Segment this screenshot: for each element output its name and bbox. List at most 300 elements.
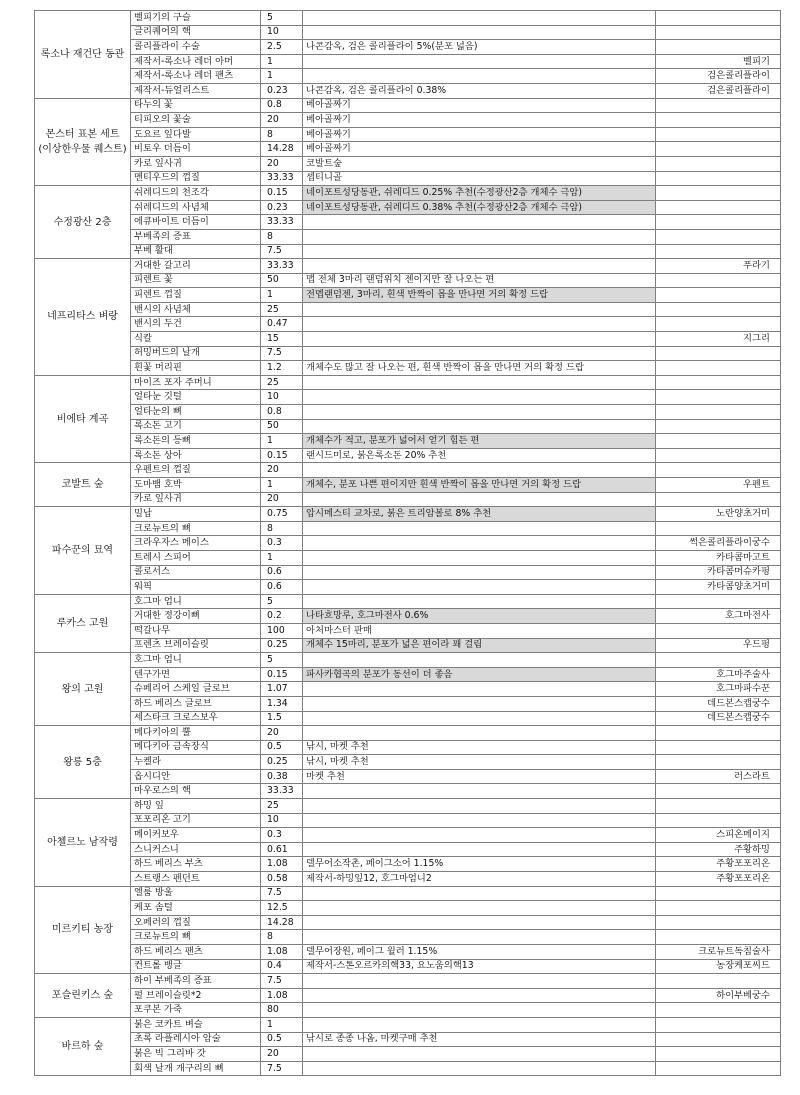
location-cell[interactable]: 코발트 숲 <box>35 463 131 507</box>
location-cell[interactable]: 몬스터 표본 세트 (이상한우물 퀘스트) <box>35 98 131 186</box>
drop-rate-cell[interactable]: 20 <box>261 726 303 741</box>
item-name-cell[interactable]: 밴시의 두건 <box>131 317 261 332</box>
note-cell[interactable]: 베아골짜기 <box>303 127 656 142</box>
monster-cell[interactable] <box>656 915 781 930</box>
monster-cell[interactable] <box>656 375 781 390</box>
drop-rate-cell[interactable]: 20 <box>261 492 303 507</box>
note-cell[interactable] <box>303 886 656 901</box>
monster-cell[interactable] <box>656 434 781 449</box>
note-cell[interactable]: 네이포트성당동관, 쉬레디드 0.25% 추천(수정광산2층 개체수 극암) <box>303 186 656 201</box>
monster-cell[interactable] <box>656 594 781 609</box>
item-name-cell[interactable]: 카로 잎사귀 <box>131 156 261 171</box>
note-cell[interactable] <box>303 69 656 84</box>
drop-rate-cell[interactable]: 1.08 <box>261 945 303 960</box>
item-name-cell[interactable]: 제작서-록소나 레더 팬츠 <box>131 69 261 84</box>
item-name-cell[interactable]: 누켈라 <box>131 755 261 770</box>
monster-cell[interactable] <box>656 156 781 171</box>
note-cell[interactable] <box>303 317 656 332</box>
drop-rate-cell[interactable]: 0.8 <box>261 98 303 113</box>
drop-rate-cell[interactable]: 7.5 <box>261 346 303 361</box>
monster-cell[interactable]: 카타콤양초거미 <box>656 580 781 595</box>
monster-cell[interactable]: 호그마주술사 <box>656 667 781 682</box>
item-name-cell[interactable]: 크라우자스 메이스 <box>131 536 261 551</box>
note-cell[interactable] <box>303 813 656 828</box>
drop-rate-cell[interactable]: 0.25 <box>261 638 303 653</box>
note-cell[interactable] <box>303 1003 656 1018</box>
drop-rate-cell[interactable]: 8 <box>261 521 303 536</box>
drop-rate-cell[interactable]: 7.5 <box>261 886 303 901</box>
monster-cell[interactable] <box>656 1003 781 1018</box>
item-name-cell[interactable]: 스니커스니 <box>131 842 261 857</box>
note-cell[interactable]: 코발트숲 <box>303 156 656 171</box>
item-name-cell[interactable]: 록소돈 상아 <box>131 448 261 463</box>
note-cell[interactable] <box>303 682 656 697</box>
location-cell[interactable]: 바르하 숲 <box>35 1017 131 1075</box>
monster-cell[interactable]: 러스라트 <box>656 769 781 784</box>
location-cell[interactable]: 파수꾼의 묘역 <box>35 507 131 595</box>
note-cell[interactable] <box>303 550 656 565</box>
drop-rate-cell[interactable]: 2.5 <box>261 40 303 55</box>
monster-cell[interactable] <box>656 229 781 244</box>
monster-cell[interactable]: 카타콤머슈카펑 <box>656 565 781 580</box>
item-name-cell[interactable]: 워픽 <box>131 580 261 595</box>
monster-cell[interactable] <box>656 171 781 186</box>
note-cell[interactable] <box>303 229 656 244</box>
drop-rate-cell[interactable]: 1 <box>261 69 303 84</box>
monster-cell[interactable] <box>656 1032 781 1047</box>
note-cell[interactable] <box>303 25 656 40</box>
monster-cell[interactable] <box>656 492 781 507</box>
item-name-cell[interactable]: 티피오의 꽃술 <box>131 113 261 128</box>
item-name-cell[interactable]: 하드 베리스 부츠 <box>131 857 261 872</box>
drop-rate-cell[interactable]: 50 <box>261 273 303 288</box>
item-name-cell[interactable]: 옵시디안 <box>131 769 261 784</box>
monster-cell[interactable] <box>656 215 781 230</box>
note-cell[interactable]: 아처마스터 판매 <box>303 623 656 638</box>
monster-cell[interactable] <box>656 142 781 157</box>
note-cell[interactable] <box>303 784 656 799</box>
drop-rate-cell[interactable]: 12.5 <box>261 901 303 916</box>
item-name-cell[interactable]: 오페러의 껍질 <box>131 915 261 930</box>
note-cell[interactable]: 파사카협곡의 분포가 동선이 더 좋음 <box>303 667 656 682</box>
item-name-cell[interactable]: 마우로스의 핵 <box>131 784 261 799</box>
item-name-cell[interactable]: 거대한 정강이뼈 <box>131 609 261 624</box>
drop-rate-cell[interactable]: 8 <box>261 930 303 945</box>
drop-rate-cell[interactable]: 20 <box>261 156 303 171</box>
monster-cell[interactable]: 썩은콜리플라이궁수 <box>656 536 781 551</box>
item-name-cell[interactable]: 록소돈 고기 <box>131 419 261 434</box>
item-name-cell[interactable]: 하드 베리스 팬츠 <box>131 945 261 960</box>
monster-cell[interactable]: 데드본스캡궁수 <box>656 711 781 726</box>
note-cell[interactable]: 델무어장원, 페이그 윌러 1.15% <box>303 945 656 960</box>
item-name-cell[interactable]: 세스타크 크로스보우 <box>131 711 261 726</box>
drop-rate-cell[interactable]: 0.15 <box>261 667 303 682</box>
item-name-cell[interactable]: 도마뱀 호박 <box>131 478 261 493</box>
item-name-cell[interactable]: 콜로서스 <box>131 565 261 580</box>
monster-cell[interactable] <box>656 886 781 901</box>
item-name-cell[interactable]: 피렌트 꽃 <box>131 273 261 288</box>
item-name-cell[interactable]: 벨피기의 구슬 <box>131 11 261 26</box>
monster-cell[interactable]: 주황포포리온 <box>656 857 781 872</box>
monster-cell[interactable] <box>656 317 781 332</box>
drop-rate-cell[interactable]: 0.15 <box>261 448 303 463</box>
drop-rate-cell[interactable]: 1.2 <box>261 361 303 376</box>
note-cell[interactable]: 전멥랜덤젠, 3마리, 흰색 반짝이 몹을 만나면 거의 확정 드랍 <box>303 288 656 303</box>
item-name-cell[interactable]: 에큐바이트 더듬이 <box>131 215 261 230</box>
note-cell[interactable]: 개체수 15마리, 분포가 넓은 편이라 꽤 걸림 <box>303 638 656 653</box>
note-cell[interactable]: 베아골짜기 <box>303 98 656 113</box>
item-name-cell[interactable]: 크로뉴트의 뼈 <box>131 521 261 536</box>
item-name-cell[interactable]: 메다키아 금속장식 <box>131 740 261 755</box>
monster-cell[interactable] <box>656 813 781 828</box>
monster-cell[interactable]: 주황포포리온 <box>656 872 781 887</box>
item-name-cell[interactable]: 글리퀘어의 핵 <box>131 25 261 40</box>
item-name-cell[interactable]: 우펜트의 껍질 <box>131 463 261 478</box>
location-cell[interactable]: 비에타 계곡 <box>35 375 131 463</box>
note-cell[interactable] <box>303 11 656 26</box>
item-name-cell[interactable]: 텐구가면 <box>131 667 261 682</box>
monster-cell[interactable] <box>656 127 781 142</box>
monster-cell[interactable]: 호그마파수꾼 <box>656 682 781 697</box>
drop-rate-cell[interactable]: 15 <box>261 332 303 347</box>
item-name-cell[interactable]: 피렌트 껍질 <box>131 288 261 303</box>
note-cell[interactable]: 제작서-하밍잎12, 호그마엄니2 <box>303 872 656 887</box>
note-cell[interactable] <box>303 244 656 259</box>
drop-rate-cell[interactable]: 33.33 <box>261 784 303 799</box>
drop-rate-cell[interactable]: 1 <box>261 434 303 449</box>
monster-cell[interactable]: 크로뉴트독침술사 <box>656 945 781 960</box>
note-cell[interactable] <box>303 390 656 405</box>
drop-rate-cell[interactable]: 33.33 <box>261 259 303 274</box>
item-name-cell[interactable]: 케포 솜털 <box>131 901 261 916</box>
item-name-cell[interactable]: 하드 베리스 글로브 <box>131 696 261 711</box>
drop-rate-cell[interactable]: 0.25 <box>261 755 303 770</box>
drop-rate-cell[interactable]: 0.4 <box>261 959 303 974</box>
note-cell[interactable] <box>303 653 656 668</box>
monster-cell[interactable] <box>656 974 781 989</box>
note-cell[interactable] <box>303 580 656 595</box>
drop-rate-cell[interactable]: 0.2 <box>261 609 303 624</box>
monster-cell[interactable]: 노란양초거미 <box>656 507 781 522</box>
monster-cell[interactable]: 스피온메이지 <box>656 828 781 843</box>
drop-rate-cell[interactable]: 5 <box>261 11 303 26</box>
monster-cell[interactable]: 호그마전사 <box>656 609 781 624</box>
item-name-cell[interactable]: 하밍 잎 <box>131 799 261 814</box>
item-name-cell[interactable]: 비토우 더듬이 <box>131 142 261 157</box>
item-name-cell[interactable]: 호그마 엄니 <box>131 594 261 609</box>
drop-rate-cell[interactable]: 5 <box>261 594 303 609</box>
drop-rate-cell[interactable]: 0.23 <box>261 83 303 98</box>
note-cell[interactable]: 개체수, 분포 나쁜 편이지만 흰색 반짝이 몹을 만나면 거의 확정 드랍 <box>303 478 656 493</box>
item-name-cell[interactable]: 스트랭스 펜던트 <box>131 872 261 887</box>
drop-rate-cell[interactable]: 0.38 <box>261 769 303 784</box>
note-cell[interactable] <box>303 726 656 741</box>
item-name-cell[interactable]: 얼타눈의 뼈 <box>131 405 261 420</box>
note-cell[interactable] <box>303 215 656 230</box>
drop-rate-cell[interactable]: 7.5 <box>261 974 303 989</box>
item-name-cell[interactable]: 호그마 엄니 <box>131 653 261 668</box>
drop-rate-cell[interactable]: 33.33 <box>261 215 303 230</box>
note-cell[interactable] <box>303 346 656 361</box>
note-cell[interactable] <box>303 799 656 814</box>
drop-rate-cell[interactable]: 0.6 <box>261 580 303 595</box>
item-name-cell[interactable]: 메다키아의 뿔 <box>131 726 261 741</box>
note-cell[interactable] <box>303 711 656 726</box>
note-cell[interactable] <box>303 521 656 536</box>
monster-cell[interactable] <box>656 186 781 201</box>
note-cell[interactable] <box>303 54 656 69</box>
item-name-cell[interactable]: 프렌츠 브레이슬릿 <box>131 638 261 653</box>
item-name-cell[interactable]: 록소돈의 등뼈 <box>131 434 261 449</box>
monster-cell[interactable]: 우펜트 <box>656 478 781 493</box>
note-cell[interactable]: 베아골짜기 <box>303 142 656 157</box>
monster-cell[interactable]: 데드본스캡궁수 <box>656 696 781 711</box>
drop-rate-cell[interactable]: 1.08 <box>261 988 303 1003</box>
monster-cell[interactable] <box>656 273 781 288</box>
item-name-cell[interactable]: 멘티우드의 껍질 <box>131 171 261 186</box>
drop-rate-cell[interactable]: 20 <box>261 1047 303 1062</box>
item-name-cell[interactable]: 얼타눈 깃털 <box>131 390 261 405</box>
drop-rate-cell[interactable]: 7.5 <box>261 244 303 259</box>
monster-cell[interactable]: 농장케포씨드 <box>656 959 781 974</box>
item-name-cell[interactable]: 제작서-록소나 레더 아머 <box>131 54 261 69</box>
drop-rate-cell[interactable]: 7.5 <box>261 1061 303 1076</box>
drop-rate-cell[interactable]: 14.28 <box>261 142 303 157</box>
location-cell[interactable]: 아첼르노 남작령 <box>35 799 131 887</box>
note-cell[interactable]: 낚시로 종종 나옴, 마켓구매 추천 <box>303 1032 656 1047</box>
monster-cell[interactable] <box>656 113 781 128</box>
item-name-cell[interactable]: 초록 라플레시아 암술 <box>131 1032 261 1047</box>
note-cell[interactable] <box>303 1047 656 1062</box>
note-cell[interactable]: 네이포트성당동관, 쉬레디드 0.38% 추천(수정광산2층 개체수 극암) <box>303 200 656 215</box>
item-name-cell[interactable]: 콜리플라이 수술 <box>131 40 261 55</box>
drop-rate-cell[interactable]: 25 <box>261 302 303 317</box>
note-cell[interactable]: 낚시, 마켓 추천 <box>303 755 656 770</box>
monster-cell[interactable] <box>656 419 781 434</box>
drop-rate-cell[interactable]: 25 <box>261 799 303 814</box>
drop-rate-cell[interactable]: 10 <box>261 25 303 40</box>
drop-rate-cell[interactable]: 1 <box>261 478 303 493</box>
note-cell[interactable] <box>303 915 656 930</box>
drop-rate-cell[interactable]: 1 <box>261 1017 303 1032</box>
drop-rate-cell[interactable]: 8 <box>261 127 303 142</box>
note-cell[interactable] <box>303 332 656 347</box>
item-name-cell[interactable]: 붉은 빅 그리바 갓 <box>131 1047 261 1062</box>
monster-cell[interactable] <box>656 244 781 259</box>
item-name-cell[interactable]: 쉬레디드의 천조각 <box>131 186 261 201</box>
note-cell[interactable]: 개체수가 적고, 분포가 넓어서 얻기 힘든 편 <box>303 434 656 449</box>
monster-cell[interactable] <box>656 11 781 26</box>
drop-rate-cell[interactable]: 0.23 <box>261 200 303 215</box>
monster-cell[interactable] <box>656 288 781 303</box>
monster-cell[interactable]: 벨피기 <box>656 54 781 69</box>
monster-cell[interactable]: 주황하밍 <box>656 842 781 857</box>
monster-cell[interactable] <box>656 390 781 405</box>
note-cell[interactable] <box>303 828 656 843</box>
item-name-cell[interactable]: 포포리온 고기 <box>131 813 261 828</box>
drop-rate-cell[interactable]: 0.5 <box>261 1032 303 1047</box>
monster-cell[interactable] <box>656 623 781 638</box>
note-cell[interactable]: 베아골짜기 <box>303 113 656 128</box>
item-name-cell[interactable]: 쉬레디드의 사념체 <box>131 200 261 215</box>
location-cell[interactable]: 수정광산 2층 <box>35 186 131 259</box>
drop-rate-cell[interactable]: 0.15 <box>261 186 303 201</box>
drop-rate-cell[interactable]: 1 <box>261 550 303 565</box>
monster-cell[interactable] <box>656 930 781 945</box>
location-cell[interactable]: 미르키티 농장 <box>35 886 131 974</box>
item-name-cell[interactable]: 허밍버드의 날개 <box>131 346 261 361</box>
note-cell[interactable] <box>303 1061 656 1076</box>
monster-cell[interactable]: 검은콜리플라이 <box>656 69 781 84</box>
note-cell[interactable]: 나타흐망루, 호그마전사 0.6% <box>303 609 656 624</box>
note-cell[interactable] <box>303 405 656 420</box>
drop-rate-cell[interactable]: 1.08 <box>261 857 303 872</box>
monster-cell[interactable]: 지그리 <box>656 332 781 347</box>
item-name-cell[interactable]: 회색 날개 개구리의 뼈 <box>131 1061 261 1076</box>
note-cell[interactable] <box>303 419 656 434</box>
monster-cell[interactable] <box>656 1061 781 1076</box>
item-name-cell[interactable]: 타누의 꽃 <box>131 98 261 113</box>
item-name-cell[interactable]: 붉은 코카트 벼슬 <box>131 1017 261 1032</box>
monster-cell[interactable] <box>656 200 781 215</box>
item-name-cell[interactable]: 떡갈나무 <box>131 623 261 638</box>
monster-cell[interactable] <box>656 25 781 40</box>
note-cell[interactable]: 압시메스티 교차로, 붉은 트리암볼로 8% 추천 <box>303 507 656 522</box>
note-cell[interactable]: 나콘감옥, 검은 콜리플라이 0.38% <box>303 83 656 98</box>
drop-rate-cell[interactable]: 20 <box>261 113 303 128</box>
monster-cell[interactable] <box>656 40 781 55</box>
item-name-cell[interactable]: 메이커보우 <box>131 828 261 843</box>
drop-rate-cell[interactable]: 25 <box>261 375 303 390</box>
location-cell[interactable]: 왕릉 5층 <box>35 726 131 799</box>
drop-rate-cell[interactable]: 1 <box>261 288 303 303</box>
drop-rate-cell[interactable]: 1.07 <box>261 682 303 697</box>
note-cell[interactable]: 개체수도 많고 잘 나오는 편, 흰색 반짝이 몹을 만나면 거의 확정 드랍 <box>303 361 656 376</box>
monster-cell[interactable]: 푸라기 <box>656 259 781 274</box>
drop-rate-cell[interactable]: 33.33 <box>261 171 303 186</box>
location-cell[interactable]: 네프리타스 벼랑 <box>35 259 131 376</box>
note-cell[interactable] <box>303 375 656 390</box>
note-cell[interactable] <box>303 930 656 945</box>
item-name-cell[interactable]: 트레시 스피어 <box>131 550 261 565</box>
location-cell[interactable]: 루카스 고원 <box>35 594 131 652</box>
note-cell[interactable]: 낚시, 마켓 추천 <box>303 740 656 755</box>
drop-rate-cell[interactable]: 0.8 <box>261 405 303 420</box>
monster-cell[interactable] <box>656 653 781 668</box>
monster-cell[interactable] <box>656 405 781 420</box>
item-name-cell[interactable]: 포쿠본 가죽 <box>131 1003 261 1018</box>
monster-cell[interactable] <box>656 302 781 317</box>
monster-cell[interactable] <box>656 784 781 799</box>
note-cell[interactable] <box>303 463 656 478</box>
drop-rate-cell[interactable]: 80 <box>261 1003 303 1018</box>
note-cell[interactable] <box>303 696 656 711</box>
note-cell[interactable] <box>303 259 656 274</box>
note-cell[interactable]: 셉티니골 <box>303 171 656 186</box>
monster-cell[interactable] <box>656 755 781 770</box>
monster-cell[interactable]: 하이부베궁수 <box>656 988 781 1003</box>
item-name-cell[interactable]: 하이 부베족의 증표 <box>131 974 261 989</box>
monster-cell[interactable] <box>656 740 781 755</box>
item-name-cell[interactable]: 엘룸 방울 <box>131 886 261 901</box>
item-name-cell[interactable]: 제작서-듀얼리스트 <box>131 83 261 98</box>
location-cell[interactable]: 록소나 재건단 동관 <box>35 11 131 99</box>
monster-cell[interactable] <box>656 98 781 113</box>
monster-cell[interactable]: 카타콤마고트 <box>656 550 781 565</box>
item-name-cell[interactable]: 식칼 <box>131 332 261 347</box>
monster-cell[interactable]: 검은콜리플라이 <box>656 83 781 98</box>
monster-cell[interactable] <box>656 799 781 814</box>
location-cell[interactable]: 왕의 고원 <box>35 653 131 726</box>
note-cell[interactable] <box>303 302 656 317</box>
monster-cell[interactable] <box>656 448 781 463</box>
monster-cell[interactable] <box>656 463 781 478</box>
drop-rate-cell[interactable]: 1.5 <box>261 711 303 726</box>
monster-cell[interactable] <box>656 346 781 361</box>
monster-cell[interactable] <box>656 361 781 376</box>
drop-rate-cell[interactable]: 0.61 <box>261 842 303 857</box>
item-name-cell[interactable]: 흰꽃 머리핀 <box>131 361 261 376</box>
item-name-cell[interactable]: 도요르 잎다발 <box>131 127 261 142</box>
drop-rate-cell[interactable]: 0.3 <box>261 536 303 551</box>
monster-cell[interactable] <box>656 1017 781 1032</box>
item-name-cell[interactable]: 거대한 갈고리 <box>131 259 261 274</box>
drop-rate-cell[interactable]: 10 <box>261 390 303 405</box>
item-name-cell[interactable]: 카로 잎사귀 <box>131 492 261 507</box>
item-name-cell[interactable]: 펄 브레이슬릿*2 <box>131 988 261 1003</box>
drop-rate-cell[interactable]: 0.58 <box>261 872 303 887</box>
item-name-cell[interactable]: 밴시의 사념체 <box>131 302 261 317</box>
drop-rate-cell[interactable]: 0.3 <box>261 828 303 843</box>
note-cell[interactable]: 제작서-스톤오르카의핵33, 요노움의핵13 <box>303 959 656 974</box>
note-cell[interactable] <box>303 565 656 580</box>
monster-cell[interactable] <box>656 1047 781 1062</box>
drop-rate-cell[interactable]: 0.6 <box>261 565 303 580</box>
note-cell[interactable] <box>303 901 656 916</box>
item-name-cell[interactable]: 크로뉴트의 뼈 <box>131 930 261 945</box>
item-name-cell[interactable]: 부베족의 증표 <box>131 229 261 244</box>
monster-cell[interactable] <box>656 726 781 741</box>
drop-rate-cell[interactable]: 50 <box>261 419 303 434</box>
drop-rate-cell[interactable]: 14.28 <box>261 915 303 930</box>
item-name-cell[interactable]: 슈페리어 스케일 글로브 <box>131 682 261 697</box>
drop-rate-cell[interactable]: 1 <box>261 54 303 69</box>
item-name-cell[interactable]: 컨트롤 뱅글 <box>131 959 261 974</box>
item-name-cell[interactable]: 마이즈 포자 주머니 <box>131 375 261 390</box>
monster-cell[interactable] <box>656 901 781 916</box>
drop-rate-cell[interactable]: 0.47 <box>261 317 303 332</box>
monster-cell[interactable] <box>656 521 781 536</box>
note-cell[interactable]: 나콘감옥, 검은 콜리플라이 5%(분포 넓음) <box>303 40 656 55</box>
drop-rate-cell[interactable]: 0.5 <box>261 740 303 755</box>
drop-rate-cell[interactable]: 100 <box>261 623 303 638</box>
drop-rate-cell[interactable]: 10 <box>261 813 303 828</box>
note-cell[interactable]: 맵 전체 3마리 랜덤위치 젠이지만 잘 나오는 편 <box>303 273 656 288</box>
note-cell[interactable] <box>303 536 656 551</box>
note-cell[interactable]: 랜시드미로, 붉은록소돈 20% 추천 <box>303 448 656 463</box>
note-cell[interactable] <box>303 974 656 989</box>
item-name-cell[interactable]: 밀납 <box>131 507 261 522</box>
drop-rate-cell[interactable]: 1.34 <box>261 696 303 711</box>
note-cell[interactable] <box>303 988 656 1003</box>
drop-rate-cell[interactable]: 5 <box>261 653 303 668</box>
note-cell[interactable]: 델무어소작촌, 페이그소어 1.15% <box>303 857 656 872</box>
drop-rate-cell[interactable]: 20 <box>261 463 303 478</box>
note-cell[interactable] <box>303 594 656 609</box>
note-cell[interactable]: 마켓 추천 <box>303 769 656 784</box>
note-cell[interactable] <box>303 1017 656 1032</box>
drop-rate-cell[interactable]: 0.75 <box>261 507 303 522</box>
